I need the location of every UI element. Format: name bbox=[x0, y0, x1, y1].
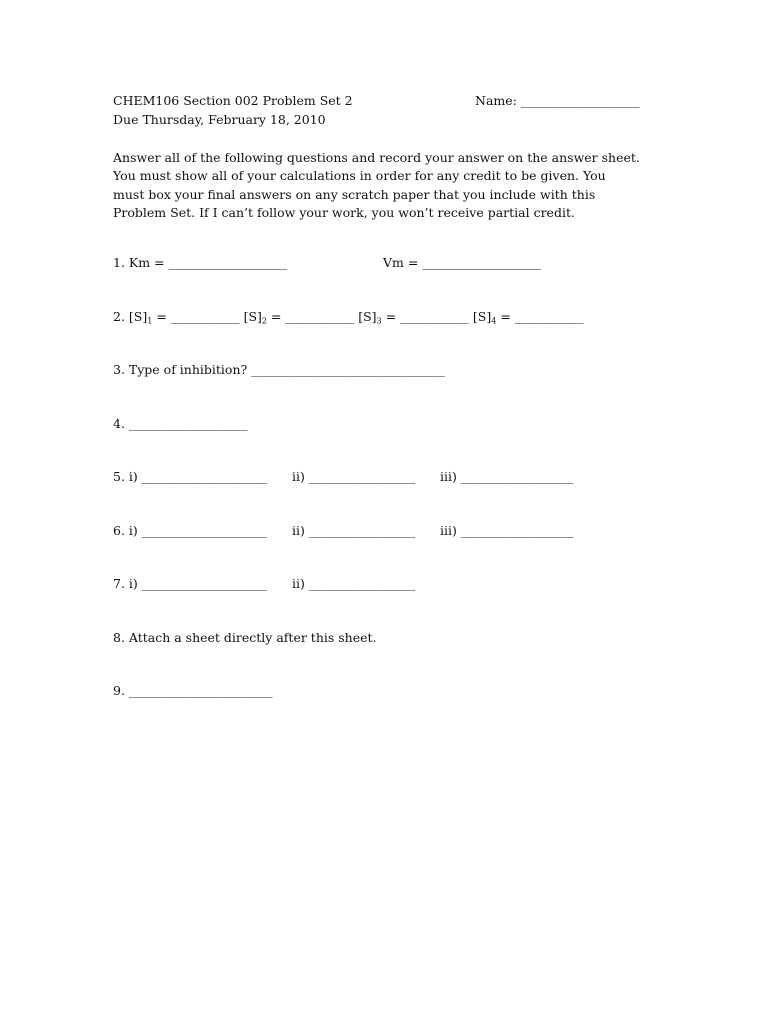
instructions-line: Problem Set. If I can’t follow your work, you won’t receive partial credit. bbox=[113, 204, 575, 220]
question-5-part-ii: ii) _________________ bbox=[292, 469, 416, 484]
substrate-subscript: 4 bbox=[491, 315, 497, 326]
substrate-symbol: [S] bbox=[358, 309, 377, 324]
substrate-symbol: [S] bbox=[472, 309, 492, 324]
question-2 bbox=[113, 311, 584, 324]
question-6-part-iii: iii) __________________ bbox=[440, 523, 574, 538]
question-2-number: 2. bbox=[113, 309, 129, 324]
instructions-line: must box your final answers on any scratch paper that you include with this bbox=[113, 186, 596, 202]
substrate-subscript: 2 bbox=[261, 315, 268, 326]
question-7-part-ii: ii) _________________ bbox=[292, 576, 416, 591]
question-5-part-iii: iii) __________________ bbox=[440, 469, 574, 484]
question-6-part-i: 6. i) ____________________ bbox=[113, 523, 267, 538]
question-4: 4. ___________________ bbox=[113, 416, 248, 431]
question-7-part-i: 7. i) ____________________ bbox=[113, 576, 267, 591]
question-3: 3. Type of inhibition? _______________________________ bbox=[113, 362, 445, 377]
question-1-vm: Vm = ___________________ bbox=[383, 255, 542, 270]
question-5-part-i: 5. i) ____________________ bbox=[113, 469, 267, 484]
due-date: Due Thursday, February 18, 2010 bbox=[113, 112, 326, 127]
instructions-paragraph bbox=[113, 149, 673, 222]
substrate-subscript: 1 bbox=[147, 315, 153, 326]
instructions-line: Answer all of the following questions and record your answer on the answer sheet. bbox=[113, 150, 640, 165]
question-9: 9. _______________________ bbox=[113, 683, 273, 698]
answer-blank: = ___________ bbox=[152, 309, 244, 324]
problem-set-title: CHEM106 Section 002 Problem Set 2 bbox=[113, 93, 353, 108]
question-1-km: 1. Km = ___________________ bbox=[113, 255, 288, 270]
answer-blank: = ___________ bbox=[381, 309, 473, 324]
question-6-part-ii: ii) _________________ bbox=[292, 523, 416, 538]
substrate-symbol: [S] bbox=[128, 309, 148, 324]
question-8: 8. Attach a sheet directly after this sheet. bbox=[113, 630, 377, 645]
substrate-subscript: 3 bbox=[376, 315, 382, 326]
substrate-symbol: [S] bbox=[243, 309, 262, 324]
name-field: Name: ___________________ bbox=[475, 93, 640, 108]
instructions-line: You must show all of your calculations in order for any credit to be given. You bbox=[113, 168, 606, 184]
answer-blank: = ___________ bbox=[496, 309, 584, 324]
answer-blank: = ___________ bbox=[267, 309, 359, 324]
